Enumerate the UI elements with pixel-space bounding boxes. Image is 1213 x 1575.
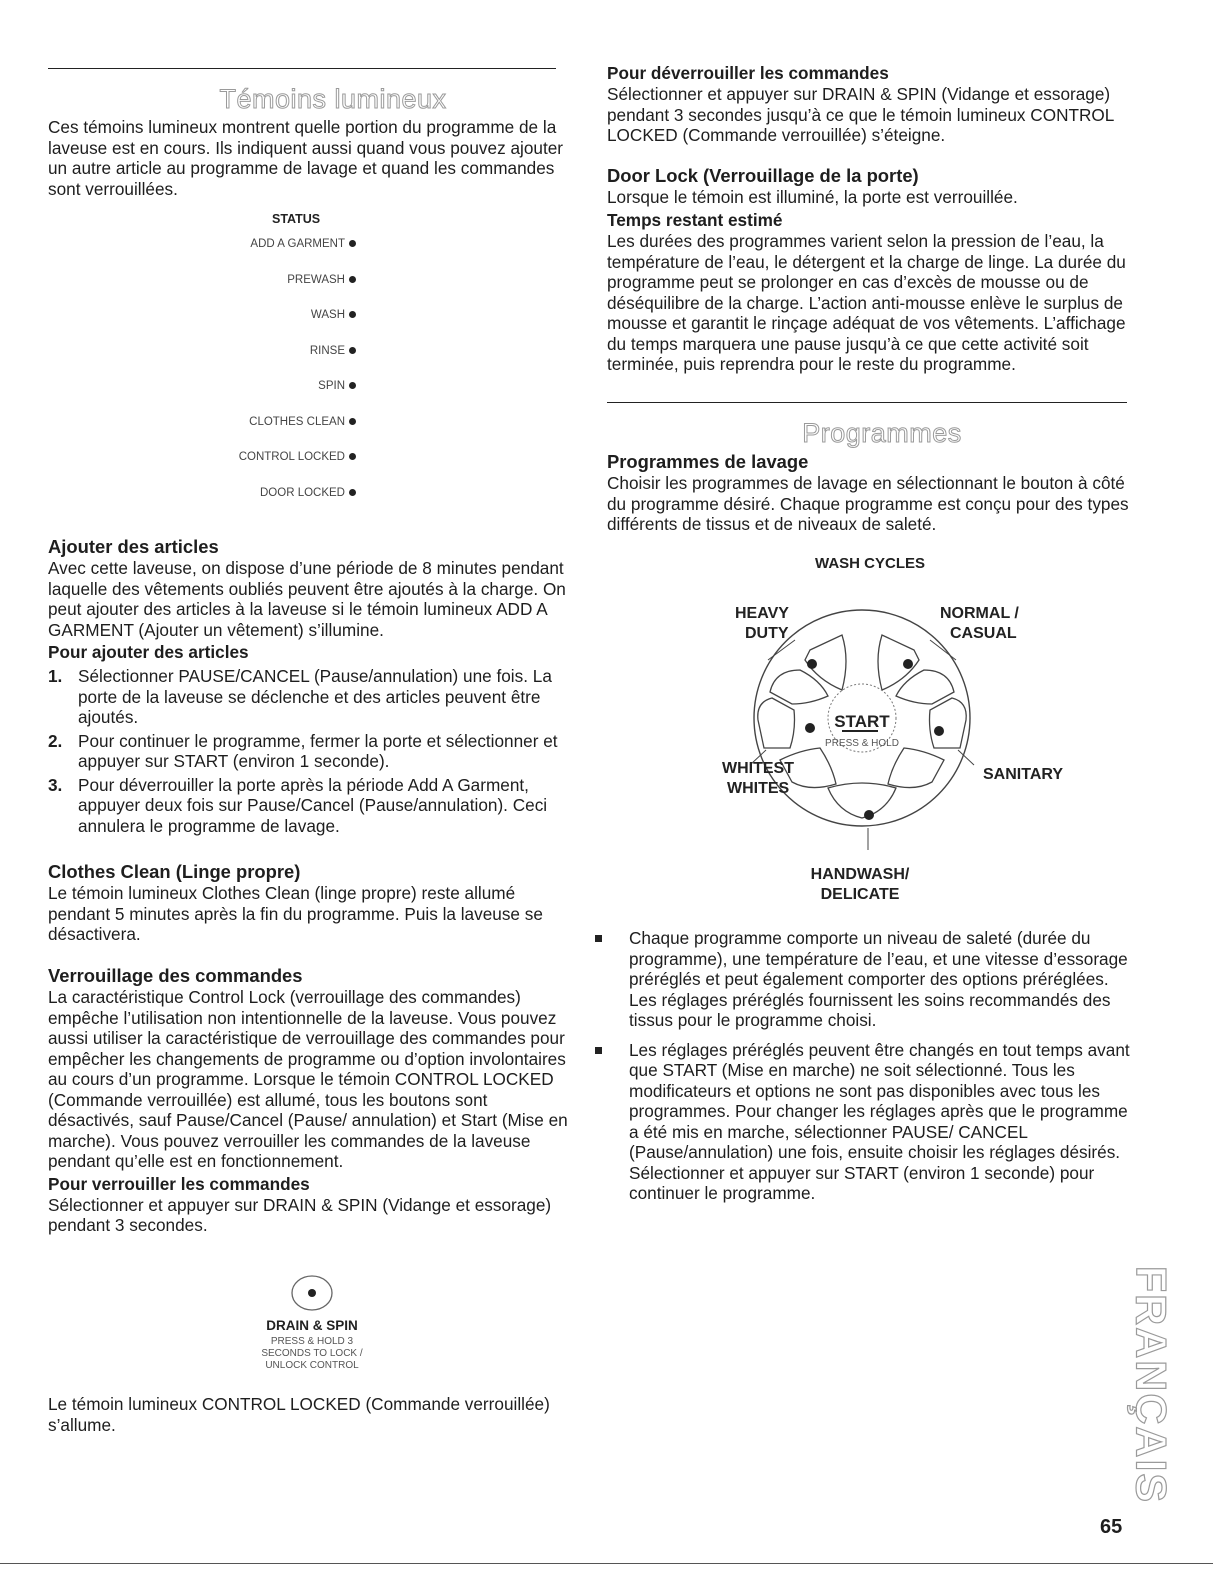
programmes-section	[607, 451, 1132, 535]
side-tab-language: FRANÇAIS	[1126, 1265, 1175, 1505]
verrouillage-text: La caractéristique Control Lock (verrouillage des commandes) empêche l’utilisation non intentionnelle de la laveuse. Vous pouvez aussi utiliser la caractéristique de verrouillage des commandes pour empêcher les changements de programme ou d’option involontaires au cours d’un programme. Lorsque le témoin CONTROL LOCKED (Commande verrouillée) est allumé, tous les boutons sont désactivés, sauf Pause/Cancel (Pause/ annulation) et Start (Mise en marche). Vous pouvez verrouiller les commandes de la laveuse pendant qu’elle est en fonctionnement.	[48, 987, 568, 1171]
temps-heading: Temps restant estimé	[607, 210, 783, 230]
ajouter-section	[48, 536, 573, 836]
temoins-intro	[48, 117, 573, 199]
page-number: 65	[1100, 1516, 1123, 1538]
dial-sanitary-label: SANITARY	[983, 766, 1063, 783]
deverrouiller-text: Sélectionner et appuyer sur DRAIN & SPIN (Vidange et essorage) pendant 3 secondes jusqu’à ce que le témoin lumineux CONTROL LOCKED (Commande verrouillée) s’éteigne.	[607, 84, 1114, 145]
dial-handwash-label: HANDWASH/	[810, 866, 910, 883]
list-item	[48, 731, 573, 772]
bullet-text: Les réglages préréglés peuvent être changés en tout temps avant que START (Mise en marche) ne soit sélectionné. Tous les modificateurs et options ne sont pas disponibles avec tous les programmes. Pour changer les réglages après que le programme a été mis en marche, sélectionner PAUSE/ CANCEL (Pause/annulation) une fois, ensuite choisir les réglages désirés. Sélectionner et appuyer sur START (environ 1 seconde) pour continuer le programme.	[629, 1039, 1130, 1203]
door-lock-heading: Door Lock (Verrouillage de la porte)	[607, 165, 919, 186]
drain-spin-button-icon	[288, 1272, 348, 1316]
temps-section	[607, 210, 1132, 375]
drain-spin-caption-2: SECONDS TO LOCK /	[261, 1348, 363, 1359]
step-text: Pour déverrouiller la porte après la période Add A Garment, appuyer deux fois sur Pause/Cancel (Pause/annulation). Ceci annulera le programme de lavage.	[78, 774, 548, 836]
list-item	[48, 666, 573, 728]
status-indicator-item	[287, 274, 356, 286]
clothes-clean-text: Le témoin lumineux Clothes Clean (linge propre) reste allumé pendant 5 minutes après la fin du programme. Puis la laveuse se désactivera.	[48, 883, 543, 944]
section-title-programmes: Programmes	[802, 418, 962, 448]
drain-spin-caption-1: PRESS & HOLD 3	[270, 1336, 354, 1347]
clothes-clean-heading: Clothes Clean (Linge propre)	[48, 861, 301, 882]
status-indicator-item	[318, 380, 356, 392]
status-indicator-label: SPIN	[318, 380, 345, 392]
ajouter-steps	[48, 666, 573, 836]
dial-whitest-label-2: WHITES	[727, 780, 790, 797]
dial-start-label: START	[834, 712, 890, 731]
bullet-square-icon	[595, 1047, 602, 1054]
verrouiller-text: Sélectionner et appuyer sur DRAIN & SPIN (Vidange et essorage) pendant 3 secondes.	[48, 1194, 552, 1235]
bottom-rule	[0, 1563, 1213, 1564]
temoins-intro-text: Ces témoins lumineux montrent quelle portion du programme de la laveuse est en cours. Ils indiquent aussi quand vous pouvez ajouter un autre article au programme de lavage et quand les commandes sont verrouillées.	[48, 117, 563, 199]
dial-handwash-label-2: DELICATE	[820, 886, 900, 903]
indicator-light-icon	[349, 240, 356, 247]
dial-whitest-label: WHITEST	[722, 760, 794, 777]
deverrouiller-section	[607, 63, 1132, 146]
control-locked-after	[48, 1394, 573, 1435]
status-indicator-item	[311, 309, 356, 321]
clothes-clean-section	[48, 861, 573, 945]
ajouter-text: Avec cette laveuse, on dispose d’une période de 8 minutes pendant laquelle des vêtements oubliés peuvent être ajoutés à la charge. On peut ajouter des articles à la laveuse si le témoin lumineux ADD A GARMENT (Ajouter un vêtement) s’illumine.	[48, 558, 566, 640]
status-label: STATUS	[272, 212, 321, 226]
door-lock-section	[607, 165, 1132, 208]
programmes-text: Choisir les programmes de lavage en sélectionnant le bouton à côté du programme désiré. Chaque programme est conçu pour des types différents de tissus et de niveaux de saleté.	[607, 473, 1129, 534]
status-indicator-label: DOOR LOCKED	[260, 486, 345, 499]
status-indicator-item	[239, 451, 356, 463]
indicator-light-icon	[349, 276, 356, 283]
deverrouiller-heading: Pour déverrouiller les commandes	[607, 63, 889, 83]
status-indicator-label: CLOTHES CLEAN	[249, 415, 345, 428]
indicator-light-icon	[349, 418, 356, 425]
programmes-heading: Programmes de lavage	[607, 451, 809, 472]
drain-spin-caption-3: UNLOCK CONTROL	[265, 1360, 359, 1371]
status-indicator-label: PREWASH	[287, 273, 345, 286]
bullet-square-icon	[595, 935, 602, 942]
list-item	[595, 928, 1130, 1031]
step-number: 1.	[48, 666, 63, 686]
bullet-text: Chaque programme comporte un niveau de saleté (durée du programme), une température de l’eau, et une vitesse d’essorage préréglés et peut également comporter des options préréglées. Les réglages préréglés fournissent les soins recommandés des tissus pour le programme choisi.	[629, 928, 1128, 1030]
ajouter-subheading: Pour ajouter des articles	[48, 642, 249, 662]
dial-heavy-label-2: DUTY	[745, 625, 789, 642]
status-indicator-label: ADD A GARMENT	[250, 238, 345, 250]
indicator-light-icon	[349, 347, 356, 354]
indicator-light-icon	[349, 453, 356, 460]
step-text: Pour continuer le programme, fermer la porte et sélectionner et appuyer sur START (environ 1 seconde).	[78, 730, 558, 771]
wash-cycles-title: WASH CYCLES	[814, 555, 925, 572]
verrouillage-section	[48, 965, 573, 1236]
dial-normal-label: NORMAL /	[940, 605, 1019, 622]
status-indicator-label: WASH	[310, 309, 345, 321]
indicator-light-icon	[349, 382, 356, 389]
dial-normal-label-2: CASUAL	[950, 625, 1017, 642]
top-rule-left	[48, 68, 556, 69]
section-title-temoins: Témoins lumineux	[219, 84, 447, 114]
status-indicator-label: CONTROL LOCKED	[238, 451, 345, 463]
indicator-light-icon	[349, 489, 356, 496]
ajouter-heading: Ajouter des articles	[48, 536, 219, 557]
step-number: 2.	[48, 730, 63, 751]
verrouillage-heading: Verrouillage des commandes	[48, 965, 303, 986]
indicator-light-icon	[349, 311, 356, 318]
programmes-bullets	[595, 928, 1130, 1204]
step-text: Sélectionner PAUSE/CANCEL (Pause/annulation) une fois. La porte de la laveuse se déclenche et des articles peuvent être ajoutés.	[78, 666, 552, 727]
dial-heavy-label: HEAVY	[735, 605, 789, 622]
verrouiller-subheading: Pour verrouiller les commandes	[48, 1173, 310, 1194]
rule-programmes	[607, 402, 1127, 403]
status-indicator-item	[249, 416, 356, 428]
drain-spin-label: DRAIN & SPIN	[266, 1318, 358, 1333]
dial-start-sublabel: PRESS & HOLD	[825, 738, 899, 749]
door-lock-text: Lorsque le témoin est illuminé, la porte est verrouillée.	[607, 187, 1018, 207]
status-indicator-label: RINSE	[309, 344, 345, 357]
temps-text: Les durées des programmes varient selon la pression de l’eau, la température de l’eau, le détergent et la charge de linge. La durée du programme peut se prolonger en cas d’excès de mousse ou de déséquilibre de la charge. L’action anti-mousse enlève le surplus de mousse et garantit le rinçage adéquat de vos vêtements. L’affichage du temps marquera une pause jusqu’à ce que cette activité soit terminée, puis reprendra pour le reste du programme.	[607, 231, 1126, 374]
status-indicator-item	[260, 487, 356, 499]
status-indicator-item	[310, 345, 356, 357]
step-number: 3.	[48, 774, 63, 795]
list-item	[48, 775, 573, 837]
status-indicator-item	[250, 238, 356, 250]
list-item	[595, 1040, 1130, 1204]
control-locked-after-text: Le témoin lumineux CONTROL LOCKED (Commande verrouillée) s’allume.	[48, 1394, 550, 1435]
